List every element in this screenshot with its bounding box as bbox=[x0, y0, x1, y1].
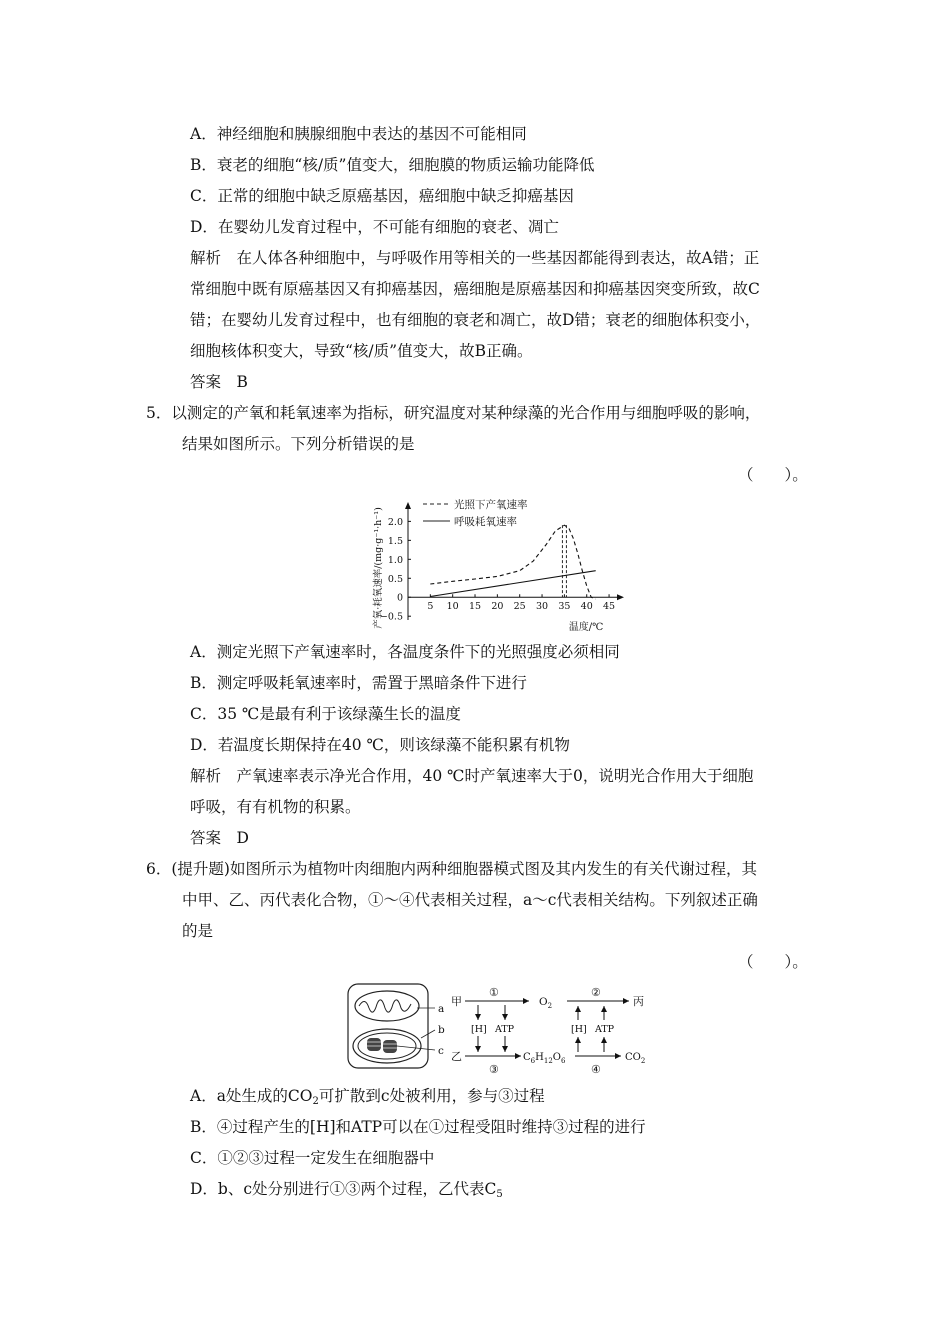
y-tick-label: 1.5 bbox=[387, 535, 403, 547]
label-c: c bbox=[438, 1045, 444, 1057]
h-label-left: [H] bbox=[471, 1024, 487, 1035]
x-tick-label: 25 bbox=[513, 601, 526, 613]
q6-option-c: C．①②③过程一定发生在细胞器中 bbox=[190, 1149, 435, 1167]
q5-option-b: B．测定呼吸耗氧速率时，需置于黑暗条件下进行 bbox=[190, 674, 527, 692]
q4-option-c: C．正常的细胞中缺乏原癌基因，癌细胞中缺乏抑癌基因 bbox=[190, 187, 574, 205]
series-respiration-line bbox=[430, 571, 595, 597]
glucose-label: $C_6H_{12}O_6$ bbox=[523, 1052, 566, 1065]
q6-stem-line: 中甲、乙、丙代表化合物，①～④代表相关过程，a～c代表相关结构。下列叙述正确 bbox=[182, 891, 758, 909]
process-2: ② bbox=[591, 986, 601, 999]
label-b: b bbox=[438, 1024, 445, 1036]
x-axis-arrow bbox=[617, 594, 624, 600]
atp-label-left: ATP bbox=[495, 1024, 515, 1035]
q6-option-a: A．a处生成的$CO_2$可扩散到c处被利用，参与③过程 bbox=[190, 1087, 545, 1107]
q5-option-d: D．若温度长期保持在40 ℃，则该绿藻不能积累有机物 bbox=[190, 736, 570, 754]
q6-option-d: D．b、c处分别进行①③两个过程，乙代表$C_5$ bbox=[190, 1180, 503, 1200]
legend-oxygen-production: 光照下产氧速率 bbox=[454, 499, 528, 511]
y-axis-arrow bbox=[405, 502, 411, 509]
q5-option-c: C．35 ℃是最有利于该绿藻生长的温度 bbox=[190, 705, 461, 723]
y-tick-label: 0.5 bbox=[387, 573, 403, 585]
compound-jia: 甲 bbox=[451, 995, 462, 1008]
process-1: ① bbox=[489, 986, 499, 999]
q4-option-b: B．衰老的细胞“核/质”值变大，细胞膜的物质运输功能降低 bbox=[190, 156, 595, 174]
q5-stem-line: 5．以测定的产氧和耗氧速率为指标，研究温度对某种绿藻的光合作用与细胞呼吸的影响， bbox=[146, 404, 761, 422]
q4-analysis-line: 常细胞中既有原癌基因又有抑癌基因，癌细胞是原癌基因和抑癌基因突变所致，故C bbox=[190, 280, 760, 298]
q4-analysis-line: 细胞核体积变大，导致“核/质”值变大，故B正确。 bbox=[190, 342, 533, 360]
y-tick-label: 2.0 bbox=[387, 516, 403, 528]
q5-stem-line: 结果如图所示。下列分析错误的是 bbox=[182, 435, 415, 453]
o2-label: $O_2$ bbox=[539, 996, 553, 1010]
q5-option-a: A．测定光照下产氧速率时，各温度条件下的光照强度必须相同 bbox=[190, 643, 620, 661]
q4-option-d: D．在婴幼儿发育过程中，不可能有细胞的衰老、凋亡 bbox=[190, 218, 559, 236]
y-tick-label: 0 bbox=[396, 592, 403, 604]
q6-stem-line: 6．(提升题)如图所示为植物叶肉细胞内两种细胞器模式图及其内发生的有关代谢过程，其 bbox=[146, 860, 757, 878]
label-a: a bbox=[438, 1003, 445, 1015]
series-oxygen-production-line bbox=[430, 525, 595, 599]
x-tick-label: 15 bbox=[468, 601, 482, 613]
q6-option-b: B．④过程产生的[H]和ATP可以在①过程受阻时维持③过程的进行 bbox=[190, 1118, 646, 1136]
compound-bing: 丙 bbox=[633, 995, 644, 1008]
q6-stem-line: 的是 bbox=[182, 922, 214, 940]
x-tick-label: 35 bbox=[558, 601, 571, 613]
q4-option-a: A．神经细胞和胰腺细胞中表达的基因不可能相同 bbox=[190, 125, 527, 143]
process-4: ④ bbox=[591, 1063, 601, 1075]
y-tick-label: 1.0 bbox=[387, 554, 403, 566]
x-tick-label: 20 bbox=[491, 601, 504, 613]
x-tick-label: 30 bbox=[535, 601, 549, 613]
q4-analysis-line: 解析 在人体各种细胞中，与呼吸作用等相关的一些基因都能得到表达，故A错；正 bbox=[190, 249, 760, 267]
atp-label-right: ATP bbox=[595, 1024, 615, 1035]
compound-yi: 乙 bbox=[451, 1050, 462, 1063]
q5-analysis-line: 解析 产氧速率表示净光合作用，40 ℃时产氧速率大于0，说明光合作用大于细胞 bbox=[190, 767, 754, 785]
mitochondrion-cristae bbox=[359, 1000, 411, 1012]
x-tick-label: 10 bbox=[446, 601, 459, 613]
x-tick-label: 40 bbox=[580, 601, 593, 613]
q6-answer-paren: （ ）。 bbox=[738, 953, 808, 971]
q5-analysis-line: 呼吸，有有机物的积累。 bbox=[190, 798, 361, 816]
q4-analysis-line: 错；在婴幼儿发育过程中，也有细胞的衰老和凋亡，故D错；衰老的细胞体积变小， bbox=[190, 311, 761, 329]
q4-answer: 答案 B bbox=[190, 373, 248, 391]
q5-answer: 答案 D bbox=[190, 829, 249, 847]
x-tick-label: 45 bbox=[603, 601, 616, 613]
y-axis-label: 产氧·耗氧速率/(mg·g⁻¹·h⁻¹) bbox=[373, 507, 384, 629]
x-tick-label: 5 bbox=[427, 601, 434, 613]
q5-answer-paren: （ ）。 bbox=[738, 466, 808, 484]
h-label-right: [H] bbox=[571, 1024, 587, 1035]
q6-organelle-diagram bbox=[345, 980, 665, 1075]
y-tick-label: −0.5 bbox=[379, 611, 403, 623]
legend-respiration: 呼吸耗氧速率 bbox=[454, 516, 517, 528]
x-axis-label: 温度/℃ bbox=[568, 622, 604, 633]
q5-chart bbox=[368, 490, 628, 635]
grana-stacks bbox=[367, 1038, 397, 1053]
process-3: ③ bbox=[489, 1063, 499, 1075]
co2-label: $CO_2$ bbox=[625, 1052, 646, 1065]
